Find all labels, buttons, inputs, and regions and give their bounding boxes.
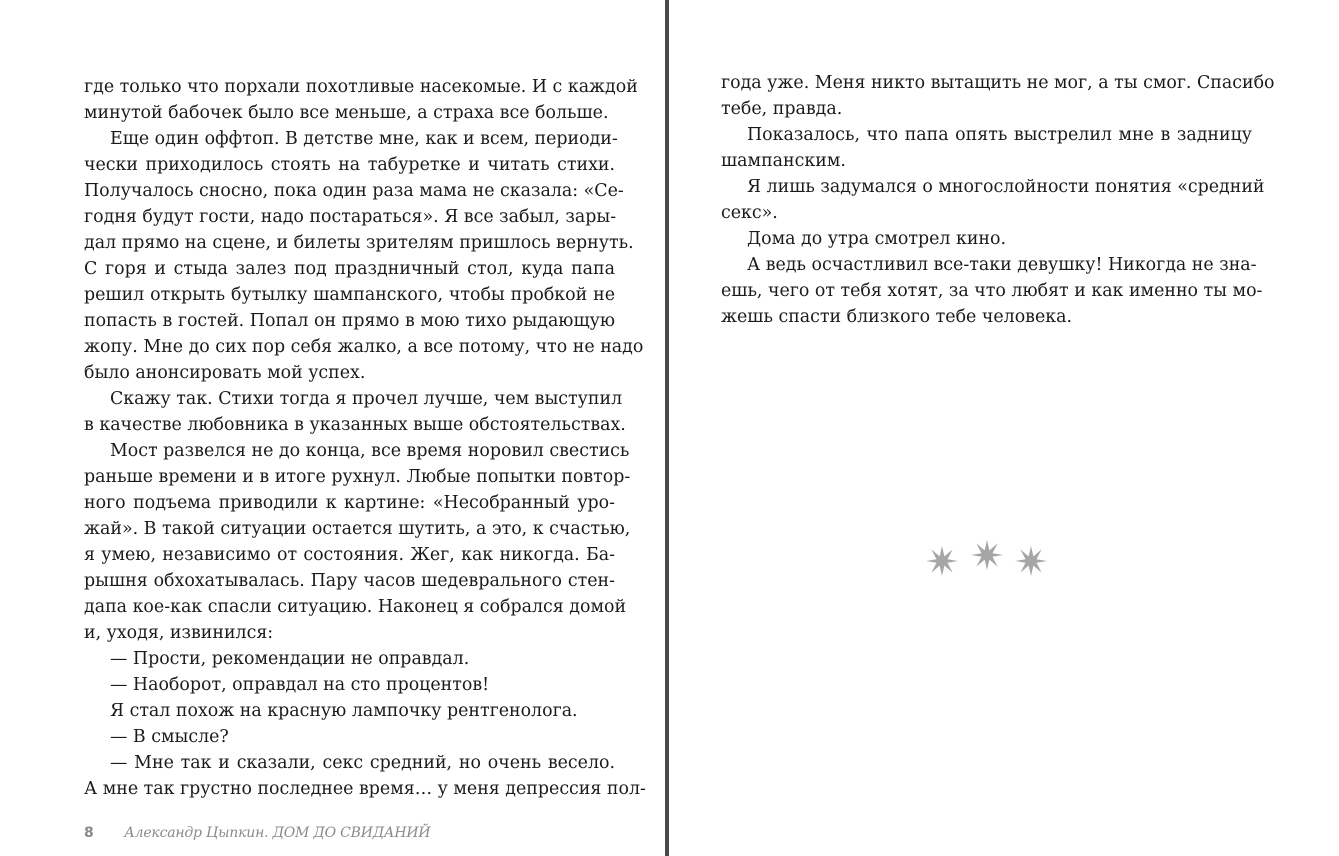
text-line: где только что порхали похотливые насекомые. И с каждой — [84, 77, 638, 97]
text-line: дал прямо на сцене, и билеты зрителям пришлось вернуть. — [84, 233, 634, 253]
text-line: А мне так грустно последнее время… у меня депрессия пол- — [84, 779, 646, 799]
text-line: было анонсировать мой успех. — [84, 363, 366, 383]
text-line: годня будут гости, надо постараться». Я все забыл, зары- — [84, 207, 617, 227]
page-number: 8 — [84, 825, 94, 841]
text-line: решил открыть бутылку шампанского, чтобы пробкой не — [84, 285, 615, 305]
text-line: ешь, чего от тебя хотят, за что любят и как именно ты мо- — [721, 281, 1263, 301]
text-line: в качестве любовника в указанных выше обстоятельствах. — [84, 415, 626, 435]
text-line: секс». — [721, 203, 778, 223]
text-line: рышня обхохатывалась. Пару часов шедеврального стен- — [84, 571, 615, 591]
text-line: минутой бабочек было все меньше, а страха все больше. — [84, 103, 609, 123]
text-line: Мост развелся не до конца, все время норовил свестись — [110, 441, 630, 461]
text-line: жопу. Мне до сих пор себя жалко, а все потому, что не надо — [84, 337, 644, 357]
three-stars-icon — [925, 540, 1049, 588]
dialogue-line: — Прости, рекомендации не оправдал. — [110, 649, 470, 669]
text-line: попасть в гостей. Попал он прямо в мою тихо рыдающую — [84, 311, 615, 331]
text-line: жешь спасти близкого тебе человека. — [721, 307, 1073, 327]
right-page — [669, 0, 1339, 856]
text-line: и, уходя, извинился: — [84, 623, 274, 643]
text-line: Показалось, что папа опять выстрелил мне в задницу — [747, 125, 1252, 145]
left-page — [0, 0, 665, 856]
text-line: Дома до утра смотрел кино. — [747, 229, 1007, 249]
text-line: я умею, независимо от состояния. Жег, как никогда. Ба- — [84, 545, 615, 565]
text-line: дапа кое-как спасли ситуацию. Наконец я собрался домой — [84, 597, 627, 617]
text-line: раньше времени и в итоге рухнул. Любые попытки повтор- — [84, 467, 631, 487]
dialogue-line: — Мне так и сказали, секс средний, но очень весело. — [110, 753, 615, 773]
running-head: Александр Цыпкин. ДОМ ДО СВИДАНИЙ — [124, 825, 431, 841]
star-icon — [926, 546, 958, 576]
text-line: шампанским. — [721, 151, 846, 171]
left-page-text — [84, 74, 646, 802]
text-line: жай». В такой ситуации остается шутить, а это, к счастью, — [84, 519, 631, 539]
text-line: А ведь осчастливил все-таки девушку! Никогда не зна- — [747, 255, 1257, 275]
star-icon — [1015, 546, 1047, 576]
text-line: С горя и стыда залез под праздничный стол, куда папа — [84, 259, 615, 279]
dialogue-line: — В смысле? — [110, 727, 229, 747]
text-line: Я лишь задумался о многослойности понятия «средний — [747, 177, 1265, 197]
dialogue-line: — Наоборот, оправдал на сто процентов! — [110, 675, 490, 695]
right-page-text — [721, 70, 1275, 330]
text-line: Я стал похож на красную лампочку рентгенолога. — [110, 701, 578, 721]
text-line: года уже. Меня никто вытащить не мог, а ты смог. Спасибо — [721, 73, 1275, 93]
text-line: чески приходилось стоять на табуретке и читать стихи. — [84, 155, 615, 175]
page-footer — [84, 823, 430, 843]
text-line: тебе, правда. — [721, 99, 843, 119]
text-line: Еще один оффтоп. В детстве мне, как и всем, периоди- — [110, 129, 618, 149]
text-line: ного подъема приводили к картине: «Несобранный уро- — [84, 493, 615, 513]
text-line: Скажу так. Стихи тогда я прочел лучше, чем выступил — [110, 389, 623, 409]
text-line: Получалось сносно, пока один раза мама не сказала: «Се- — [84, 181, 624, 201]
star-icon — [971, 540, 1003, 570]
